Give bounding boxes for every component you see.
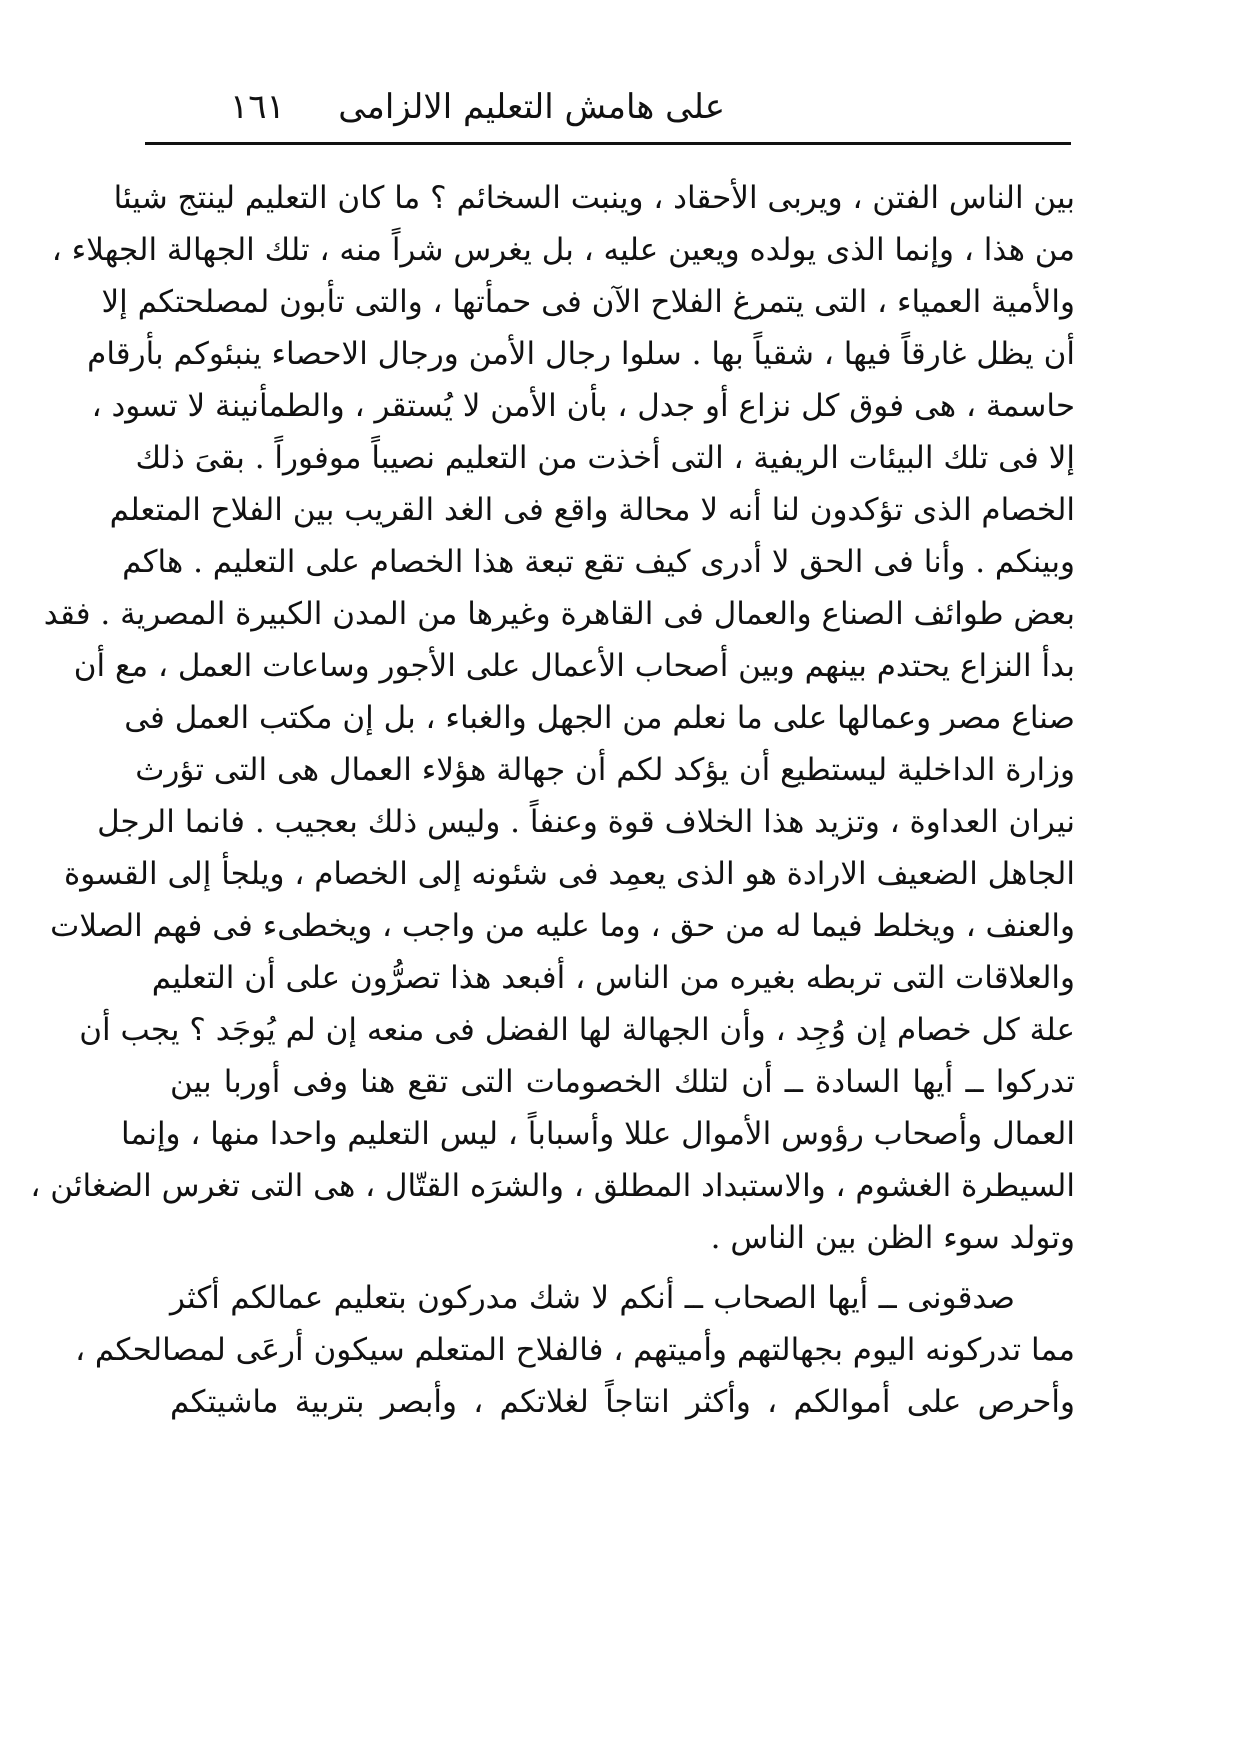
paragraph-2 [75,1272,1075,1428]
text-line: وبينكم . وأنا فى الحق لا أدرى كيف تقع تبعة هذا الخصام على التعليم . هاكم [122,544,1075,580]
paragraph-gap [170,1264,1075,1272]
text-line: من هذا ، وإنما الذى يولده ويعين عليه ، بل يغرس شراً منه ، تلك الجهالة الجهلاء ، [51,232,1075,268]
paragraph-1 [30,172,1075,1264]
header-rule [145,142,1065,145]
text-line: الجاهل الضعيف الارادة هو الذى يعمِد فى شئونه إلى الخصام ، ويلجأ إلى القسوة [63,856,1075,892]
text-line: مما تدركونه اليوم بجهالتهم وأميتهم ، فالفلاح المتعلم سيكون أرعَى لمصالحكم ، [75,1332,1075,1368]
text-line: والعلاقات التى تربطه بغيره من الناس ، أفبعد هذا تصرُّون على أن التعليم [151,960,1075,996]
text-line: الخصام الذى تؤكدون لنا أنه لا محالة واقع فى الغد القريب بين الفلاح المتعلم [109,492,1075,528]
text-line: حاسمة ، هى فوق كل نزاع أو جدل ، بأن الأمن لا يُستقر ، والطمأنينة لا تسود ، [91,388,1075,424]
text-line: علة كل خصام إن وُجِد ، وأن الجهالة لها الفضل فى منعه إن لم يُوجَد ؟ يجب أن [79,1012,1075,1048]
page-header [140,82,1080,132]
text-line: العمال وأصحاب رؤوس الأموال عللا وأسباباً ، ليس التعليم واحدا منها ، وإنما [120,1116,1075,1152]
text-line: السيطرة الغشوم ، والاستبداد المطلق ، والشرَه القتّال ، هى التى تغرس الضغائن ، [30,1168,1075,1204]
text-line: وأحرص على أموالكم ، وأكثر انتاجاً لغلاتكم ، وأبصر بتربية ماشيتكم [170,1384,1075,1420]
text-line: صناع مصر وعمالها على ما نعلم من الجهل والغباء ، بل إن مكتب العمل فى [124,700,1075,736]
page-body [30,172,1075,1428]
text-line: تدركوا ــ أيها السادة ــ أن لتلك الخصومات التى تقع هنا وفى أوربا بين [170,1064,1075,1100]
text-line: إلا فى تلك البيئات الريفية ، التى أخذت من التعليم نصيباً موفوراً . بقىَ ذلك [135,440,1075,476]
text-line: صدقونى ــ أيها الصحاب ــ أنكم لا شك مدركون بتعليم عمالكم أكثر [170,1280,1015,1316]
running-title: على هامش التعليم الالزامى [338,87,725,127]
text-line: والعنف ، ويخلط فيما له من حق ، وما عليه من واجب ، ويخطىء فى فهم الصلات [50,908,1075,944]
text-line: بعض طوائف الصناع والعمال فى القاهرة وغيرها من المدن الكبيرة المصرية . فقد [43,596,1075,632]
text-line: أن يظل غارقاً فيها ، شقياً بها . سلوا رجال الأمن ورجال الاحصاء ينبئوكم بأرقام [87,336,1075,372]
text-line: وتولد سوء الظن بين الناس . [710,1220,1075,1256]
text-line: بدأ النزاع يحتدم بينهم وبين أصحاب الأعمال على الأجور وساعات العمل ، مع أن [73,648,1075,684]
text-line: وزارة الداخلية ليستطيع أن يؤكد لكم أن جهالة هؤلاء العمال هى التى تؤرث [135,752,1075,788]
page-number: ١٦١ [230,87,285,127]
text-line: بين الناس الفتن ، ويربى الأحقاد ، وينبت السخائم ؟ ما كان التعليم لينتج شيئا [113,180,1075,216]
text-line: والأمية العمياء ، التى يتمرغ الفلاح الآن فى حمأتها ، والتى تأبون لمصلحتكم إلا [101,284,1075,320]
text-line: نيران العداوة ، وتزيد هذا الخلاف قوة وعنفاً . وليس ذلك بعجيب . فانما الرجل [97,804,1075,840]
